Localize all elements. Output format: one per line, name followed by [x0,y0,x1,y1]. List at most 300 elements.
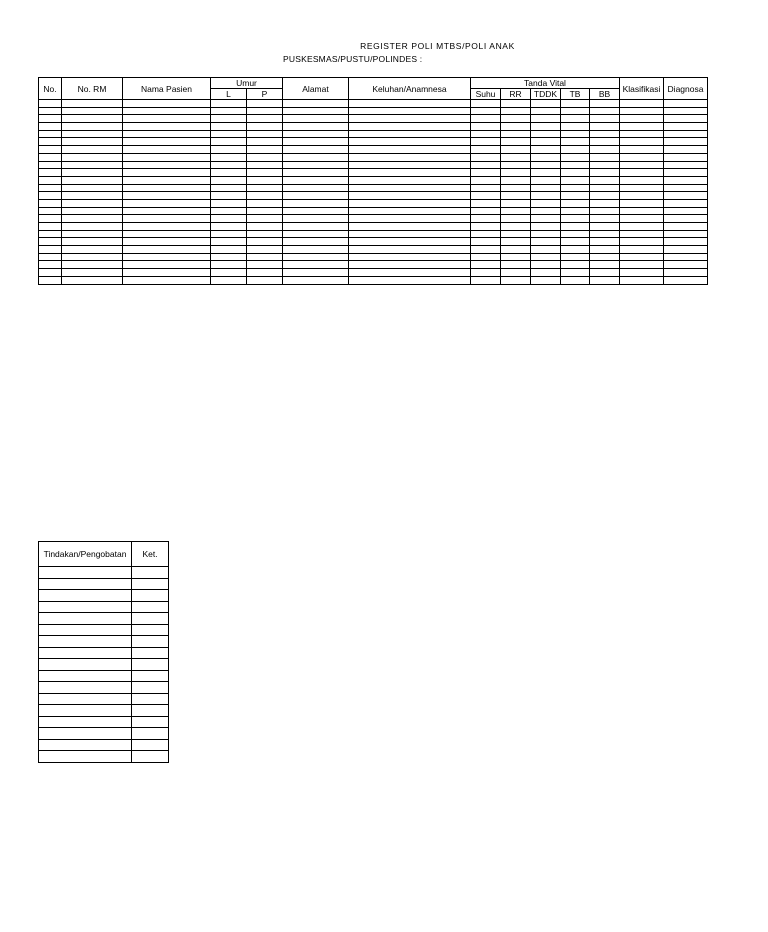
table-cell[interactable] [531,223,561,231]
table-cell[interactable] [39,184,62,192]
table-cell[interactable] [39,705,132,717]
table-cell[interactable] [561,276,590,284]
table-cell[interactable] [531,269,561,277]
table-cell[interactable] [561,238,590,246]
table-cell[interactable] [620,115,664,123]
table-cell[interactable] [62,261,123,269]
table-cell[interactable] [349,176,471,184]
table-cell[interactable] [123,184,211,192]
table-cell[interactable] [247,253,283,261]
table-cell[interactable] [39,123,62,131]
table-cell[interactable] [247,153,283,161]
table-cell[interactable] [620,192,664,200]
table-cell[interactable] [247,123,283,131]
table-cell[interactable] [283,107,349,115]
table-cell[interactable] [62,215,123,223]
table-cell[interactable] [39,223,62,231]
table-cell[interactable] [39,192,62,200]
table-cell[interactable] [39,169,62,177]
table-cell[interactable] [531,153,561,161]
table-cell[interactable] [620,153,664,161]
table-cell[interactable] [62,192,123,200]
table-cell[interactable] [471,184,501,192]
table-cell[interactable] [349,161,471,169]
table-cell[interactable] [471,107,501,115]
table-cell[interactable] [247,246,283,254]
table-cell[interactable] [349,184,471,192]
table-cell[interactable] [561,192,590,200]
table-cell[interactable] [39,601,132,613]
table-cell[interactable] [39,161,62,169]
table-cell[interactable] [123,246,211,254]
table-cell[interactable] [123,207,211,215]
table-cell[interactable] [620,146,664,154]
table-cell[interactable] [531,176,561,184]
table-cell[interactable] [501,184,531,192]
table-cell[interactable] [62,223,123,231]
table-cell[interactable] [664,215,708,223]
table-cell[interactable] [664,153,708,161]
table-cell[interactable] [39,230,62,238]
table-cell[interactable] [62,130,123,138]
table-cell[interactable] [283,230,349,238]
table-cell[interactable] [501,199,531,207]
table-cell[interactable] [664,246,708,254]
table-cell[interactable] [132,728,169,740]
table-cell[interactable] [561,269,590,277]
table-cell[interactable] [283,123,349,131]
table-cell[interactable] [39,153,62,161]
table-cell[interactable] [132,739,169,751]
table-cell[interactable] [39,647,132,659]
table-cell[interactable] [501,146,531,154]
table-cell[interactable] [561,123,590,131]
table-cell[interactable] [590,184,620,192]
table-cell[interactable] [664,276,708,284]
table-cell[interactable] [664,115,708,123]
table-cell[interactable] [211,238,247,246]
table-cell[interactable] [349,199,471,207]
table-cell[interactable] [590,230,620,238]
table-cell[interactable] [664,269,708,277]
table-cell[interactable] [39,728,132,740]
table-cell[interactable] [664,107,708,115]
table-cell[interactable] [590,246,620,254]
table-cell[interactable] [664,223,708,231]
table-cell[interactable] [531,192,561,200]
table-cell[interactable] [561,184,590,192]
table-cell[interactable] [664,100,708,108]
table-cell[interactable] [211,130,247,138]
table-cell[interactable] [211,246,247,254]
table-cell[interactable] [531,130,561,138]
table-cell[interactable] [531,215,561,223]
table-cell[interactable] [561,199,590,207]
table-cell[interactable] [501,223,531,231]
table-cell[interactable] [132,693,169,705]
table-cell[interactable] [123,130,211,138]
table-cell[interactable] [211,161,247,169]
table-cell[interactable] [471,161,501,169]
table-cell[interactable] [247,169,283,177]
table-cell[interactable] [39,253,62,261]
table-cell[interactable] [39,130,62,138]
table-cell[interactable] [211,261,247,269]
table-cell[interactable] [283,215,349,223]
table-cell[interactable] [501,123,531,131]
table-cell[interactable] [561,253,590,261]
table-cell[interactable] [590,223,620,231]
table-cell[interactable] [531,146,561,154]
table-cell[interactable] [132,624,169,636]
table-cell[interactable] [620,238,664,246]
table-cell[interactable] [590,176,620,184]
table-cell[interactable] [590,130,620,138]
table-cell[interactable] [590,169,620,177]
table-cell[interactable] [211,100,247,108]
table-cell[interactable] [501,153,531,161]
table-cell[interactable] [561,230,590,238]
table-cell[interactable] [471,100,501,108]
table-cell[interactable] [39,269,62,277]
table-cell[interactable] [349,192,471,200]
table-cell[interactable] [471,146,501,154]
table-cell[interactable] [247,146,283,154]
table-cell[interactable] [283,115,349,123]
table-cell[interactable] [531,246,561,254]
table-cell[interactable] [123,199,211,207]
table-cell[interactable] [349,107,471,115]
table-cell[interactable] [620,276,664,284]
table-cell[interactable] [664,192,708,200]
table-cell[interactable] [501,230,531,238]
table-cell[interactable] [39,215,62,223]
table-cell[interactable] [501,253,531,261]
table-cell[interactable] [211,184,247,192]
table-cell[interactable] [620,269,664,277]
table-cell[interactable] [283,276,349,284]
table-cell[interactable] [664,169,708,177]
table-cell[interactable] [471,192,501,200]
table-cell[interactable] [531,276,561,284]
table-cell[interactable] [620,207,664,215]
table-cell[interactable] [349,138,471,146]
table-cell[interactable] [531,115,561,123]
table-cell[interactable] [664,199,708,207]
table-cell[interactable] [620,215,664,223]
table-cell[interactable] [349,100,471,108]
table-cell[interactable] [132,751,169,763]
table-cell[interactable] [561,215,590,223]
table-cell[interactable] [590,115,620,123]
table-cell[interactable] [664,176,708,184]
table-cell[interactable] [349,261,471,269]
table-cell[interactable] [62,207,123,215]
table-cell[interactable] [531,100,561,108]
table-cell[interactable] [590,253,620,261]
table-cell[interactable] [132,659,169,671]
table-cell[interactable] [211,146,247,154]
table-cell[interactable] [349,223,471,231]
table-cell[interactable] [620,161,664,169]
table-cell[interactable] [283,192,349,200]
table-cell[interactable] [590,276,620,284]
table-cell[interactable] [39,682,132,694]
table-cell[interactable] [561,176,590,184]
table-cell[interactable] [620,246,664,254]
table-cell[interactable] [211,215,247,223]
table-cell[interactable] [283,153,349,161]
table-cell[interactable] [561,100,590,108]
table-cell[interactable] [211,230,247,238]
table-cell[interactable] [349,230,471,238]
table-cell[interactable] [501,207,531,215]
table-cell[interactable] [211,192,247,200]
table-cell[interactable] [349,238,471,246]
table-cell[interactable] [283,130,349,138]
table-cell[interactable] [39,670,132,682]
table-cell[interactable] [39,138,62,146]
table-cell[interactable] [132,567,169,579]
table-cell[interactable] [132,613,169,625]
table-cell[interactable] [211,253,247,261]
table-cell[interactable] [531,261,561,269]
table-cell[interactable] [501,176,531,184]
table-cell[interactable] [39,590,132,602]
table-cell[interactable] [132,716,169,728]
table-cell[interactable] [132,636,169,648]
table-cell[interactable] [39,238,62,246]
table-cell[interactable] [349,215,471,223]
table-cell[interactable] [283,100,349,108]
table-cell[interactable] [620,138,664,146]
table-cell[interactable] [561,246,590,254]
table-cell[interactable] [39,739,132,751]
table-cell[interactable] [211,276,247,284]
table-cell[interactable] [620,184,664,192]
table-cell[interactable] [349,207,471,215]
table-cell[interactable] [247,261,283,269]
table-cell[interactable] [132,647,169,659]
table-cell[interactable] [39,613,132,625]
table-cell[interactable] [501,130,531,138]
table-cell[interactable] [531,238,561,246]
table-cell[interactable] [590,207,620,215]
table-cell[interactable] [501,192,531,200]
table-cell[interactable] [247,100,283,108]
table-cell[interactable] [39,261,62,269]
table-cell[interactable] [39,636,132,648]
table-cell[interactable] [211,169,247,177]
table-cell[interactable] [62,238,123,246]
table-cell[interactable] [62,146,123,154]
table-cell[interactable] [620,223,664,231]
table-cell[interactable] [211,115,247,123]
table-cell[interactable] [531,123,561,131]
table-cell[interactable] [664,146,708,154]
table-cell[interactable] [620,100,664,108]
table-cell[interactable] [664,138,708,146]
table-cell[interactable] [561,169,590,177]
table-cell[interactable] [283,253,349,261]
table-cell[interactable] [39,107,62,115]
table-cell[interactable] [247,130,283,138]
table-cell[interactable] [62,269,123,277]
table-cell[interactable] [132,590,169,602]
table-cell[interactable] [247,176,283,184]
table-cell[interactable] [62,138,123,146]
table-cell[interactable] [471,199,501,207]
table-cell[interactable] [123,115,211,123]
table-cell[interactable] [62,276,123,284]
table-cell[interactable] [531,138,561,146]
table-cell[interactable] [283,138,349,146]
table-cell[interactable] [590,123,620,131]
table-cell[interactable] [664,261,708,269]
table-cell[interactable] [471,238,501,246]
table-cell[interactable] [123,169,211,177]
table-cell[interactable] [132,601,169,613]
table-cell[interactable] [123,276,211,284]
table-cell[interactable] [664,184,708,192]
table-cell[interactable] [349,130,471,138]
table-cell[interactable] [561,261,590,269]
table-cell[interactable] [62,176,123,184]
table-cell[interactable] [211,199,247,207]
table-cell[interactable] [62,169,123,177]
table-cell[interactable] [620,230,664,238]
table-cell[interactable] [471,176,501,184]
table-cell[interactable] [471,230,501,238]
table-cell[interactable] [247,107,283,115]
table-cell[interactable] [123,223,211,231]
table-cell[interactable] [123,261,211,269]
table-cell[interactable] [664,253,708,261]
table-cell[interactable] [247,238,283,246]
table-cell[interactable] [471,261,501,269]
table-cell[interactable] [123,269,211,277]
table-cell[interactable] [283,223,349,231]
table-cell[interactable] [349,253,471,261]
table-cell[interactable] [123,153,211,161]
table-cell[interactable] [39,100,62,108]
table-cell[interactable] [561,115,590,123]
table-cell[interactable] [211,107,247,115]
table-cell[interactable] [561,130,590,138]
table-cell[interactable] [211,269,247,277]
table-cell[interactable] [123,238,211,246]
table-cell[interactable] [62,115,123,123]
table-cell[interactable] [123,146,211,154]
table-cell[interactable] [590,146,620,154]
table-cell[interactable] [62,253,123,261]
table-cell[interactable] [39,276,62,284]
table-cell[interactable] [123,107,211,115]
table-cell[interactable] [620,253,664,261]
table-cell[interactable] [501,246,531,254]
table-cell[interactable] [247,161,283,169]
table-cell[interactable] [620,261,664,269]
table-cell[interactable] [471,130,501,138]
table-cell[interactable] [62,161,123,169]
table-cell[interactable] [590,269,620,277]
table-cell[interactable] [247,269,283,277]
table-cell[interactable] [349,246,471,254]
table-cell[interactable] [132,670,169,682]
table-cell[interactable] [283,238,349,246]
table-cell[interactable] [620,123,664,131]
table-cell[interactable] [664,230,708,238]
table-cell[interactable] [471,123,501,131]
table-cell[interactable] [501,238,531,246]
table-cell[interactable] [247,115,283,123]
table-cell[interactable] [62,230,123,238]
table-cell[interactable] [132,578,169,590]
table-cell[interactable] [123,161,211,169]
table-cell[interactable] [123,215,211,223]
table-cell[interactable] [590,138,620,146]
table-cell[interactable] [349,123,471,131]
table-cell[interactable] [247,192,283,200]
table-cell[interactable] [501,100,531,108]
table-cell[interactable] [471,169,501,177]
table-cell[interactable] [123,123,211,131]
table-cell[interactable] [531,207,561,215]
table-cell[interactable] [590,107,620,115]
table-cell[interactable] [62,107,123,115]
table-cell[interactable] [123,192,211,200]
table-cell[interactable] [211,138,247,146]
table-cell[interactable] [283,269,349,277]
table-cell[interactable] [561,107,590,115]
table-cell[interactable] [471,246,501,254]
table-cell[interactable] [39,624,132,636]
table-cell[interactable] [664,130,708,138]
table-cell[interactable] [62,246,123,254]
table-cell[interactable] [471,207,501,215]
table-cell[interactable] [590,238,620,246]
table-cell[interactable] [39,115,62,123]
table-cell[interactable] [247,276,283,284]
table-cell[interactable] [283,169,349,177]
table-cell[interactable] [561,138,590,146]
table-cell[interactable] [39,751,132,763]
table-cell[interactable] [590,215,620,223]
table-cell[interactable] [39,578,132,590]
table-cell[interactable] [561,207,590,215]
table-cell[interactable] [349,276,471,284]
table-cell[interactable] [39,199,62,207]
table-cell[interactable] [664,123,708,131]
table-cell[interactable] [471,115,501,123]
table-cell[interactable] [501,169,531,177]
table-cell[interactable] [471,253,501,261]
table-cell[interactable] [590,153,620,161]
table-cell[interactable] [531,161,561,169]
table-cell[interactable] [247,215,283,223]
table-cell[interactable] [247,223,283,231]
table-cell[interactable] [211,176,247,184]
table-cell[interactable] [590,100,620,108]
table-cell[interactable] [620,130,664,138]
table-cell[interactable] [501,276,531,284]
table-cell[interactable] [501,269,531,277]
table-cell[interactable] [62,199,123,207]
table-cell[interactable] [561,153,590,161]
table-cell[interactable] [590,199,620,207]
table-cell[interactable] [349,146,471,154]
table-cell[interactable] [501,115,531,123]
